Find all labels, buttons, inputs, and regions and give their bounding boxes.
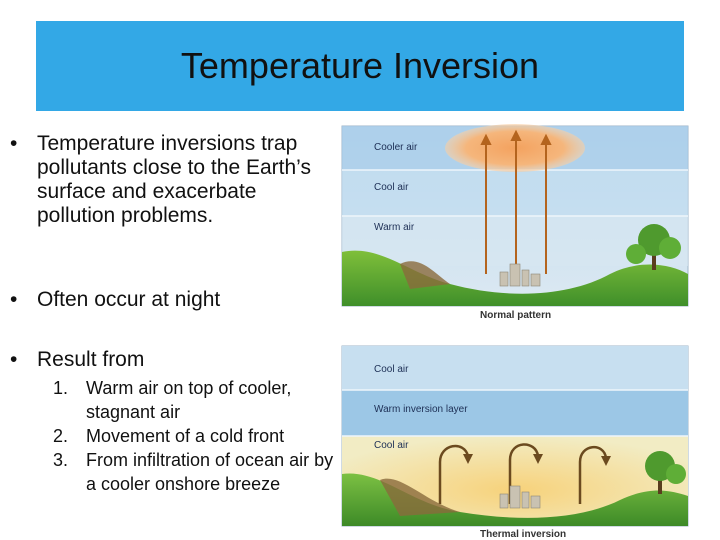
item-number: 3.	[52, 450, 68, 470]
bullet-marker: •	[10, 288, 18, 311]
bullet-text: Temperature inversions trap pollutants close to the Earth’s surface and exacerbate pollution problems.	[37, 132, 311, 227]
layer-label: Cooler air	[374, 142, 418, 153]
thermal-inversion-diagram	[340, 344, 690, 540]
slide-title: Temperature Inversion	[180, 45, 540, 86]
normal-pattern-diagram	[340, 124, 690, 324]
diagram-caption: Thermal inversion	[480, 529, 567, 540]
bullet-marker: •	[10, 348, 18, 371]
title-banner	[36, 21, 684, 111]
layer-label: Cool air	[374, 182, 409, 193]
item-text: From infiltration of ocean air by a cooler onshore breeze	[86, 450, 334, 494]
layer-label: Cool air	[374, 364, 409, 375]
diagram-caption: Normal pattern	[480, 310, 552, 321]
item-text: Movement of a cold front	[86, 426, 285, 446]
item-number: 2.	[52, 426, 68, 446]
layer-label: Warm air	[374, 222, 415, 233]
item-text: Warm air on top of cooler, stagnant air	[86, 378, 292, 422]
item-number: 1.	[52, 378, 68, 398]
layer-label: Cool air	[374, 440, 409, 451]
bullet-text: Result from	[37, 348, 145, 371]
layer-label: Warm inversion layer	[374, 404, 468, 415]
bullet-text: Often occur at night	[37, 288, 221, 311]
bullet-marker: •	[10, 132, 18, 155]
